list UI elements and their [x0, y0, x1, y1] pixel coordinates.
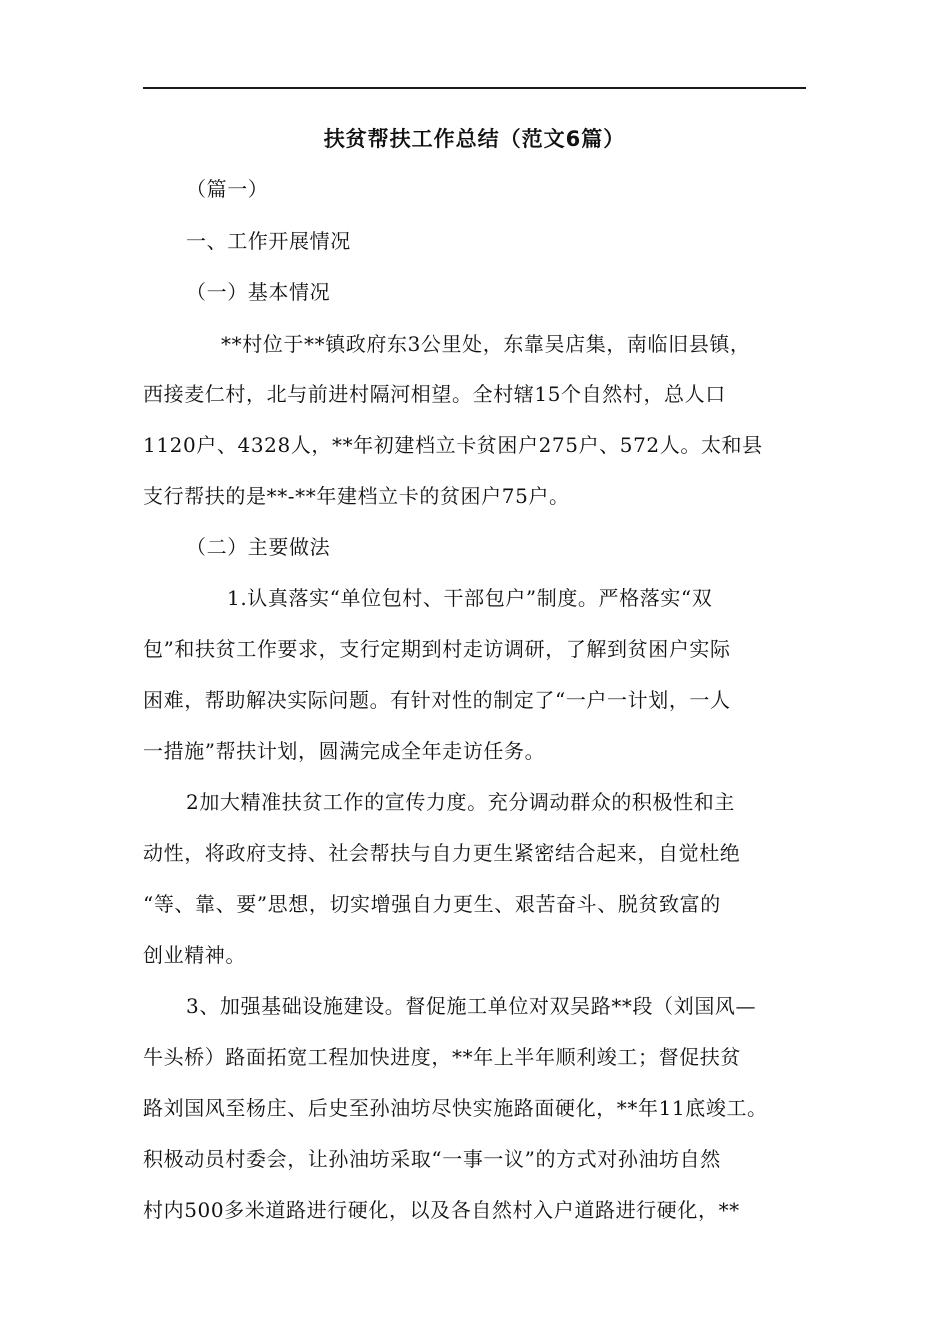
paragraph-line: 1120户、4328人，**年初建档立卡贫困户275户、572人。太和县	[143, 433, 763, 457]
paragraph-line: 包”和扶贫工作要求，支行定期到村走访调研，了解到贫困户实际	[143, 637, 731, 661]
paragraph-line: 西接麦仁村，北与前进村隔河相望。全村辖15个自然村，总人口	[143, 382, 726, 406]
paragraph-line: 创业精神。	[143, 943, 246, 967]
subheading-main-practices: （二）主要做法	[186, 535, 331, 559]
paragraph-line: 村内500多米道路进行硬化，以及各自然村入户道路进行硬化，**	[143, 1198, 740, 1222]
header-rule	[143, 87, 806, 89]
document-title: 扶贫帮扶工作总结（范文6篇）	[323, 127, 626, 151]
paragraph-line: “等、靠、要”思想，切实增强自力更生、艰苦奋斗、脱贫致富的	[143, 892, 721, 916]
paragraph-line: 动性，将政府支持、社会帮扶与自力更生紧密结合起来，自觉杜绝	[143, 841, 741, 865]
paragraph-line: 积极动员村委会，让孙油坊采取“一事一议”的方式对孙油坊自然	[143, 1147, 721, 1171]
paragraph-line: 支行帮扶的是**-**年建档立卡的贫困户75户。	[143, 484, 570, 508]
paragraph-line: 路刘国风至杨庄、后史至孙油坊尽快实施路面硬化，**年11底竣工。	[143, 1096, 768, 1120]
paragraph-line: 2加大精准扶贫工作的宣传力度。充分调动群众的积极性和主	[186, 790, 735, 814]
paragraph-line: **村位于**镇政府东3公里处，东靠吴店集，南临旧县镇，	[221, 332, 751, 356]
subheading-basic-situation: （一）基本情况	[186, 280, 331, 304]
paragraph-line: 一措施”帮扶计划，圆满完成全年走访任务。	[143, 739, 546, 763]
paragraph-line: 困难，帮助解决实际问题。有针对性的制定了“一户一计划，一人	[143, 688, 731, 712]
paragraph-line: 1.认真落实“单位包村、干部包户”制度。严格落实“双	[227, 586, 713, 610]
paragraph-line: 3、加强基础设施建设。督促施工单位对双吴路**段（刘国风—	[186, 994, 757, 1018]
section-label: （篇一）	[186, 177, 269, 201]
paragraph-line: 牛头桥）路面拓宽工程加快进度，**年上半年顺利竣工；督促扶贫	[143, 1045, 741, 1069]
heading-work-status: 一、工作开展情况	[186, 229, 351, 253]
